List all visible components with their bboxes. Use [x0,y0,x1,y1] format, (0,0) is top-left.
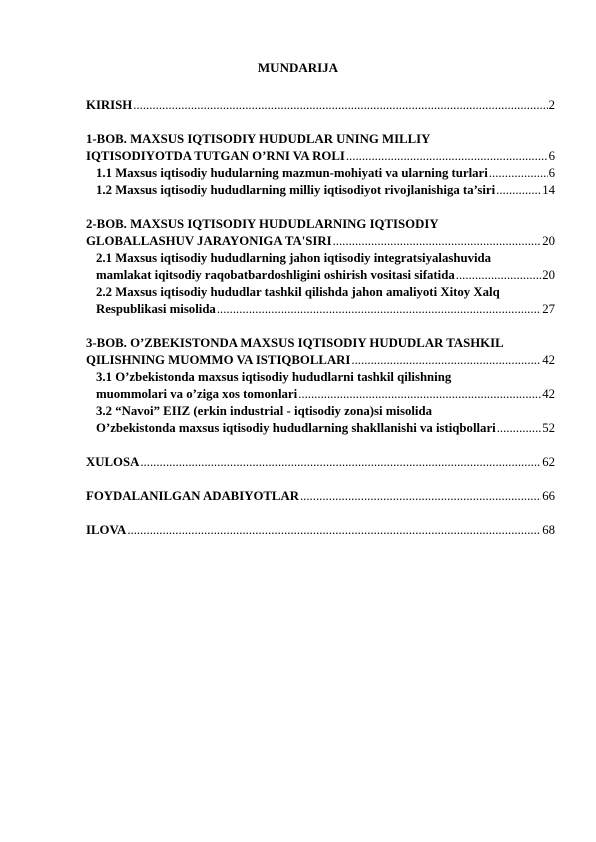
dot-leader [133,97,547,114]
toc-entry-section-2-1[interactable] [86,267,555,284]
dot-leader [300,488,541,505]
toc-page-number: 42 [542,387,555,401]
toc-entry-chapter-1[interactable] [86,148,555,165]
toc-entry-chapter-2-line-1[interactable]: 2-BOB. MAXSUS IQTISODIY HUDUDLARNING IQTISODIY [86,217,439,231]
toc-entry-title: ILOVA [86,523,127,537]
toc-page-number: 42 [542,353,555,367]
dot-leader [497,420,542,437]
dot-leader [127,522,541,539]
table-of-contents [86,97,555,539]
toc-page-number: 20 [542,234,555,248]
toc-heading: MUNDARIJA [257,60,339,75]
dot-leader [140,454,541,471]
toc-entry-section-1-1[interactable] [86,165,555,182]
toc-entry-xulosa[interactable] [86,454,555,471]
toc-entry-title: muommolari va o’ziga xos tomonlari [96,387,298,401]
toc-entry-section-2-2[interactable] [86,301,555,318]
toc-entry-chapter-3-line-1[interactable]: 3-BOB. O’ZBEKISTONDA MAXSUS IQTISODIY HUDUDLAR TASHKIL [86,336,504,350]
toc-entry-title: Respublikasi misolida [96,302,216,316]
toc-entry-title: QILISHNING MUOMMO VA ISTIQBOLLARI [86,353,351,367]
toc-entry-title: IQTISODIYOTDA TUTGAN O’RNI VA ROLI [86,149,345,163]
toc-page-number: 6 [548,149,555,163]
dot-leader [496,182,541,199]
dot-leader [298,386,541,403]
toc-entry-section-3-1[interactable] [86,386,555,403]
toc-entry-section-3-1-line-1[interactable]: 3.1 O’zbekistonda maxsus iqtisodiy hududlarni tashkil qilishning [96,370,452,384]
toc-entry-section-3-2-line-1[interactable]: 3.2 “Navoi” EIIZ (erkin industrial - iqtisodiy zona)si misolida [96,404,432,418]
toc-entry-bibliography[interactable] [86,488,555,505]
toc-entry-chapter-3[interactable] [86,352,555,369]
toc-entry-section-2-2-line-1[interactable]: 2.2 Maxsus iqtisodiy hududlar tashkil qilishda jahon amaliyoti Xitoy Xalq [96,285,500,299]
toc-page-number: 6 [548,166,555,180]
toc-entry-section-3-2[interactable] [86,420,555,437]
toc-entry-title: FOYDALANILGAN ADABIYOTLAR [86,489,299,503]
dot-leader [346,148,548,165]
toc-entry-title: 1.1 Maxsus iqtisodiy hudularning mazmun-mohiyati va ularning turlari [96,166,488,180]
toc-page-number: 20 [542,268,555,282]
toc-entry-section-1-2[interactable] [86,182,555,199]
toc-page-number: 52 [542,421,555,435]
toc-entry-title: GLOBALLASHUV JARAYONIGA TA'SIRI [86,234,332,248]
toc-page-number: 68 [542,523,555,537]
toc-page-number: 2 [548,98,555,112]
dot-leader [217,301,541,318]
toc-entry-section-2-1-line-1[interactable]: 2.1 Maxsus iqtisodiy hududlarning jahon iqtisodiy integratsiyalashuvida [96,251,492,265]
toc-entry-title: KIRISH [86,98,133,112]
toc-entry-title: XULOSA [86,455,140,469]
dot-leader [489,165,548,182]
toc-entry-kirish[interactable] [86,97,555,114]
toc-entry-chapter-1-line-1[interactable]: 1-BOB. MAXSUS IQTISODIY HUDUDLAR UNING MILLIY [86,132,431,146]
toc-entry-title: mamlakat iqitsodiy raqobatbardoshligini oshirish vositasi sifatida [96,268,455,282]
dot-leader [333,233,542,250]
dot-leader [456,267,541,284]
toc-entry-appendix[interactable] [86,522,555,539]
toc-page-number: 66 [542,489,555,503]
dot-leader [351,352,541,369]
toc-page-number: 27 [542,302,555,316]
toc-entry-chapter-2[interactable] [86,233,555,250]
toc-page-number: 62 [542,455,555,469]
toc-entry-title: 1.2 Maxsus iqtisodiy hududlarning milliy iqtisodiyot rivojlanishiga ta’siri [96,183,496,197]
toc-page-number: 14 [542,183,555,197]
toc-entry-title: O’zbekistonda maxsus iqtisodiy hududlarning shakllanishi va istiqbollari [96,421,496,435]
